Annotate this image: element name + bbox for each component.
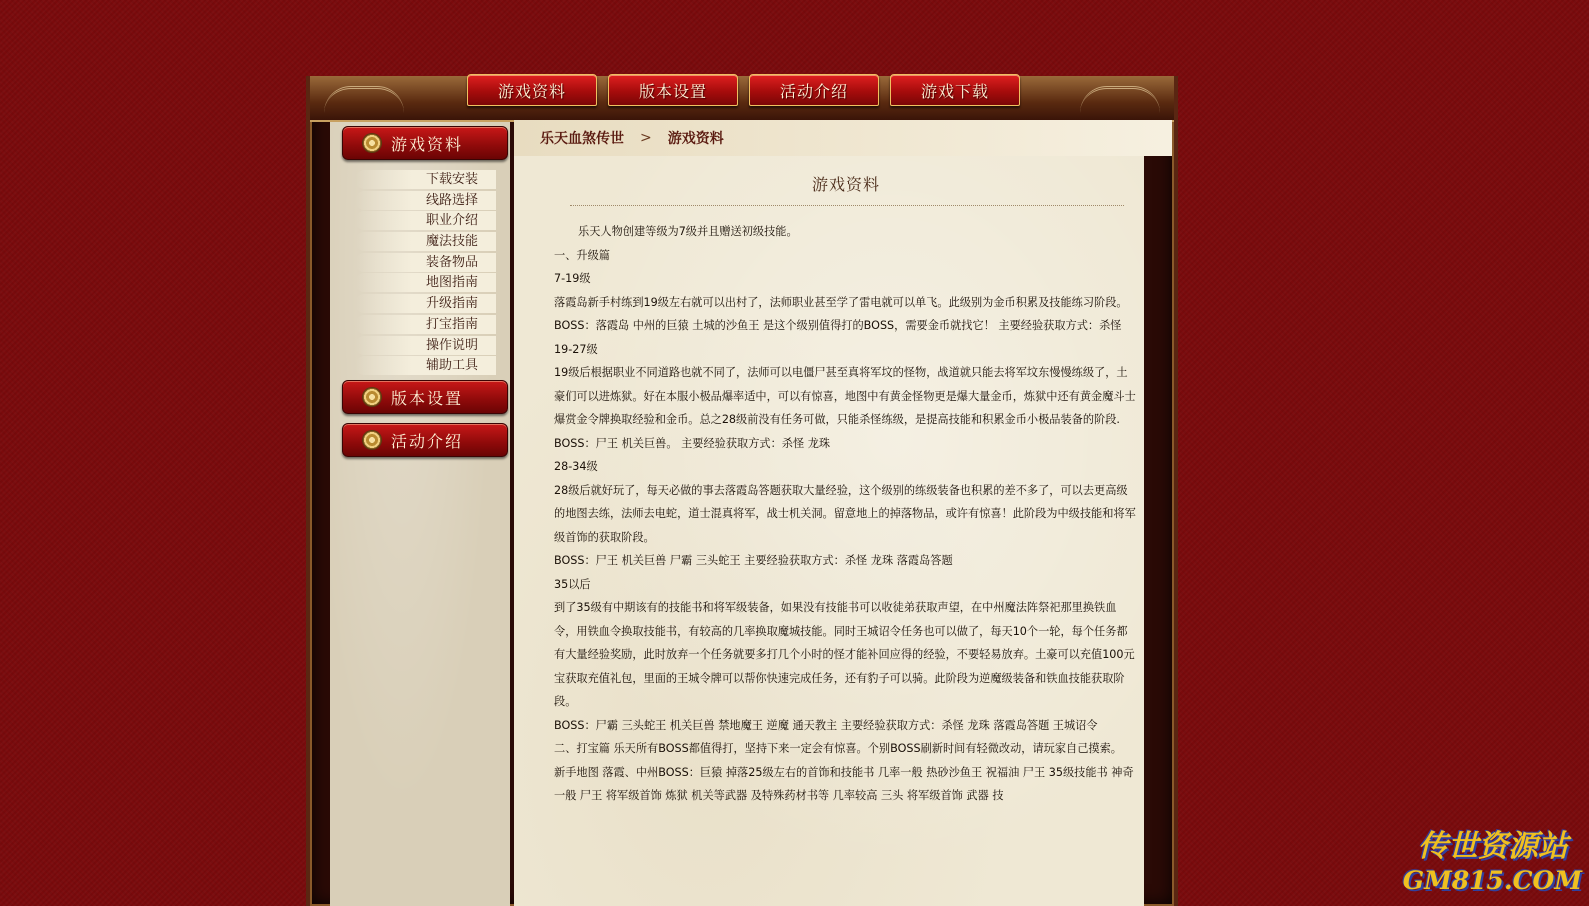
- sidebar-section-label: 游戏资料: [391, 134, 464, 154]
- sidebar-section-events[interactable]: [342, 423, 508, 457]
- topnav-version-settings[interactable]: 版本设置: [608, 74, 738, 106]
- article-paragraph: 28级后就好玩了，每天必做的事去落霞岛答题获取大量经验，这个级别的练级装备也积累的差不多了，可以去更高级的地图去练，法师去电蛇，道士混真将军，战士机关洞。留意地上的掉落物品，或许有惊喜！此阶段为中级技能和将军级首饰的获取阶段。: [554, 483, 1136, 544]
- topnav-game-info[interactable]: 游戏资料: [467, 74, 597, 106]
- watermark-logo: [1388, 828, 1588, 906]
- article-paragraph: 二、打宝篇 乐天所有BOSS都值得打，坚持下来一定会有惊喜。个别BOSS刷新时间有轻微改动，请玩家自己摸索。 新手地图 落霞、中州BOSS：巨猿 掉落25级左右的首饰和技能书 几率一般 热砂沙鱼王 祝福油 尸王 35级技能书 神奇一般 尸王 将军级首饰 炼狱 机关等武器 及特殊药材书等 几率较高 三头 将军级首饰 武器 技: [554, 742, 1134, 802]
- sidebar-item-download-install[interactable]: 下载安装: [356, 170, 496, 189]
- sidebar-item-classes[interactable]: 职业介绍: [356, 211, 496, 230]
- sidebar-item-magic-skills[interactable]: 魔法技能: [356, 232, 496, 251]
- medal-icon: [363, 388, 381, 406]
- article-body: [554, 220, 1136, 808]
- sidebar-item-treasure-guide[interactable]: 打宝指南: [356, 315, 496, 334]
- medal-icon: [363, 431, 381, 449]
- sidebar: [330, 122, 510, 906]
- sidebar-item-equipment[interactable]: 装备物品: [356, 253, 496, 272]
- watermark-en: GM815.COM: [1402, 866, 1582, 895]
- sidebar-section-label: 活动介绍: [391, 431, 464, 451]
- top-nav: [467, 74, 1020, 106]
- breadcrumb: [514, 120, 1172, 156]
- article-subheading: 19-27级: [554, 342, 598, 356]
- sidebar-item-controls[interactable]: 操作说明: [356, 336, 496, 355]
- breadcrumb-current: 游戏资料: [667, 131, 724, 147]
- article-paragraph: BOSS：尸王 机关巨兽 尸霸 三头蛇王 主要经验获取方式：杀怪 龙珠 落霞岛答题: [554, 554, 953, 567]
- article-subheading: 28-34级: [554, 460, 598, 473]
- article-subheading: 7-19级: [554, 272, 591, 285]
- title-divider: [570, 205, 1124, 206]
- sidebar-item-map-guide[interactable]: 地图指南: [356, 273, 496, 292]
- sidebar-item-tools[interactable]: 辅助工具: [356, 356, 496, 375]
- sidebar-section-game-info[interactable]: [342, 126, 508, 160]
- breadcrumb-home[interactable]: 乐天血煞传世: [540, 131, 624, 147]
- topnav-events[interactable]: 活动介绍: [749, 74, 879, 106]
- article-paragraph: 落霞岛新手村练到19级左右就可以出村了，法师职业甚至学了雷电就可以单飞。此级别为金币积累及技能练习阶段。: [554, 295, 1128, 309]
- article-paragraph: BOSS：尸霸 三头蛇王 机关巨兽 禁地魔王 逆魔 通天教主 主要经验获取方式：杀怪 龙珠 落霞岛答题 王城诏令: [554, 718, 1098, 732]
- article-heading: 一、升级篇: [554, 248, 610, 262]
- article-subheading: 35以后: [554, 577, 591, 591]
- sidebar-section-version-settings[interactable]: [342, 380, 508, 414]
- sidebar-item-leveling-guide[interactable]: 升级指南: [356, 294, 496, 313]
- medal-icon: [363, 134, 381, 152]
- article-paragraph: 19级后根据职业不同道路也就不同了，法师可以电僵尸甚至真将军坟的怪物，战道就只能去将军坟东慢慢练级了，土豪们可以进炼狱。好在本服小极品爆率适中，可以有惊喜，地图中有黄金怪物更是爆大量金币，炼狱中还有黄金魔斗士爆赏金令牌换取经验和金币。总之28级前没有任务可做，只能杀怪练级，是提高技能和积累金币小极品装备的阶段.: [554, 366, 1136, 426]
- sidebar-item-server-line[interactable]: 线路选择: [356, 191, 496, 210]
- article-paragraph: 乐天人物创建等级为7级并且赠送初级技能。: [578, 225, 798, 238]
- ornament-right-icon: [1080, 86, 1160, 113]
- article-paragraph: BOSS：落霞岛 中州的巨猿 土城的沙鱼王 是这个级别值得打的BOSS，需要金币就找它！ 主要经验获取方式：杀怪: [554, 319, 1122, 332]
- sidebar-list: [356, 170, 496, 377]
- breadcrumb-separator: >: [640, 130, 652, 146]
- article-paragraph: BOSS：尸王 机关巨兽。 主要经验获取方式：杀怪 龙珠: [554, 436, 831, 450]
- ornament-left-icon: [324, 86, 404, 113]
- watermark-cn: 传世资源站: [1418, 829, 1568, 864]
- sidebar-section-label: 版本设置: [391, 388, 464, 408]
- topnav-download[interactable]: 游戏下载: [890, 74, 1020, 106]
- article-paragraph: 到了35级有中期该有的技能书和将军级装备，如果没有技能书可以收徒弟获取声望，在中州魔法阵祭祀那里换铁血令，用铁血令换取技能书，有较高的几率换取魔城技能。同时王城诏令任务也可以做了，每天10个一轮，每个任务都有大量经验奖励，此时放弃一个任务就要多打几个小时的怪才能补回应得的经验，不要轻易放弃。土豪可以充值100元宝获取充值礼包，里面的王城令牌可以帮你快速完成任务，还有豹子可以骑。此阶段为逆魔级装备和铁血技能获取阶段。: [554, 601, 1135, 708]
- page-title: 游戏资料: [811, 175, 880, 194]
